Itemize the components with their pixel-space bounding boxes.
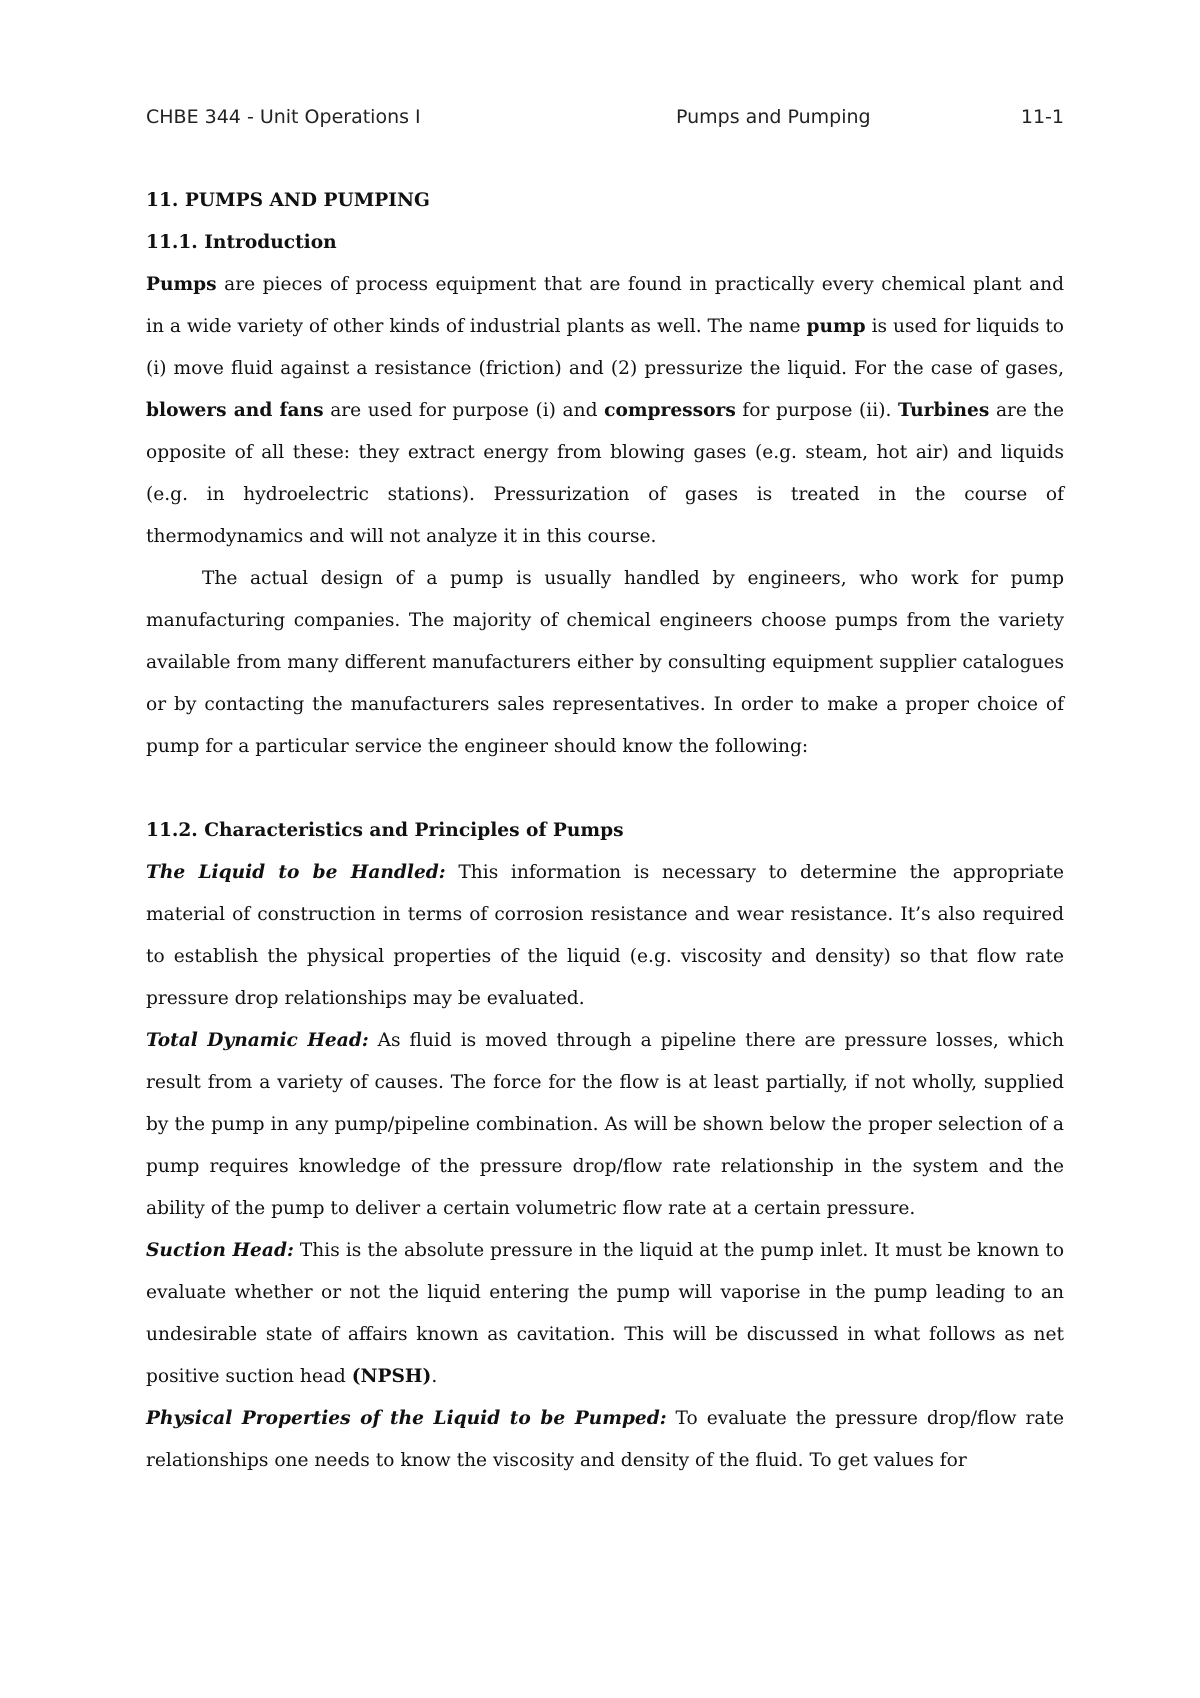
- term-turbines: Turbines: [898, 400, 990, 421]
- item-term: Suction Head:: [146, 1240, 294, 1261]
- item-total-dynamic-head: [146, 1020, 1064, 1230]
- header-course: CHBE 344 - Unit Operations I: [146, 106, 421, 128]
- header-page-number: 11-1: [1020, 106, 1064, 128]
- text-run: is used for liquids to (i) move fluid against a resistance (friction) and (2) pressurize the liquid. For the case of gases,: [146, 316, 1064, 379]
- section-title-characteristics: 11.2. Characteristics and Principles of Pumps: [146, 820, 624, 841]
- text-run: are pieces of process equipment that are found in practically every chemical plant and in a wide variety of other kinds of industrial plants as well. The name: [146, 274, 1064, 337]
- text-run: are used for purpose (i) and: [323, 400, 605, 421]
- item-physical-properties: [146, 1398, 1064, 1482]
- running-header: [146, 106, 1064, 134]
- term-npsh: (NPSH): [351, 1366, 432, 1387]
- term-compressors: compressors: [604, 400, 736, 421]
- term-pumps: Pumps: [146, 274, 217, 295]
- header-topic: Pumps and Pumping: [676, 106, 871, 128]
- intro-paragraph-2: The actual design of a pump is usually handled by engineers, who work for pump manufacturing companies. The majority of chemical engineers choose pumps from the variety available from many different manufacturers either by consulting equipment supplier catalogues or by contacting the manufacturers sales representatives. In order to make a proper choice of pump for a particular service the engineer should know the following:: [146, 568, 1064, 757]
- item-text: This information is necessary to determine the appropriate material of construction in terms of corrosion resistance and wear resistance. It’s also required to establish the physical properties of the liquid (e.g. viscosity and density) so that flow rate pressure drop relationships may be evaluated.: [146, 862, 1064, 1009]
- item-text: As fluid is moved through a pipeline there are pressure losses, which result from a variety of causes. The force for the flow is at least partially, if not wholly, supplied by the pump in any pump/pipeline combination. As will be shown below the proper selection of a pump requires knowledge of the pressure drop/flow rate relationship in the system and the ability of the pump to deliver a certain volumetric flow rate at a certain pressure.: [146, 1030, 1064, 1219]
- item-term: Total Dynamic Head:: [146, 1030, 369, 1051]
- item-liquid-to-be-handled: [146, 852, 1064, 1020]
- section-title-introduction: 11.1. Introduction: [146, 232, 337, 253]
- paragraph-gap: [146, 768, 1064, 810]
- item-text: This is the absolute pressure in the liquid at the pump inlet. It must be known to evaluate whether or not the liquid entering the pump will vaporise in the pump leading to an undesirable state of affairs known as cavitation. This will be discussed in what follows as net positive suction head: [146, 1240, 1065, 1387]
- intro-paragraph-1: [146, 264, 1064, 558]
- term-blowers-and-fans: blowers and fans: [146, 400, 324, 421]
- item-text: To evaluate the pressure drop/flow rate relationships one needs to know the viscosity and density of the fluid. To get values for: [146, 1408, 1064, 1471]
- term-pump: pump: [806, 316, 866, 337]
- item-term: Physical Properties of the Liquid to be Pumped:: [146, 1408, 667, 1429]
- text-run: for purpose (ii).: [735, 400, 898, 421]
- item-term: The Liquid to be Handled:: [146, 862, 446, 883]
- item-suction-head: [146, 1230, 1064, 1398]
- document-body: [146, 180, 1064, 1482]
- chapter-title: 11. PUMPS AND PUMPING: [146, 190, 430, 211]
- item-tail: .: [431, 1366, 438, 1387]
- text-run: are the opposite of all these: they extract energy from blowing gases (e.g. steam, hot air) and liquids (e.g. in hydroelectric stations). Pressurization of gases is treated in the course of thermodynamics and will not analyze it in this course.: [146, 400, 1065, 547]
